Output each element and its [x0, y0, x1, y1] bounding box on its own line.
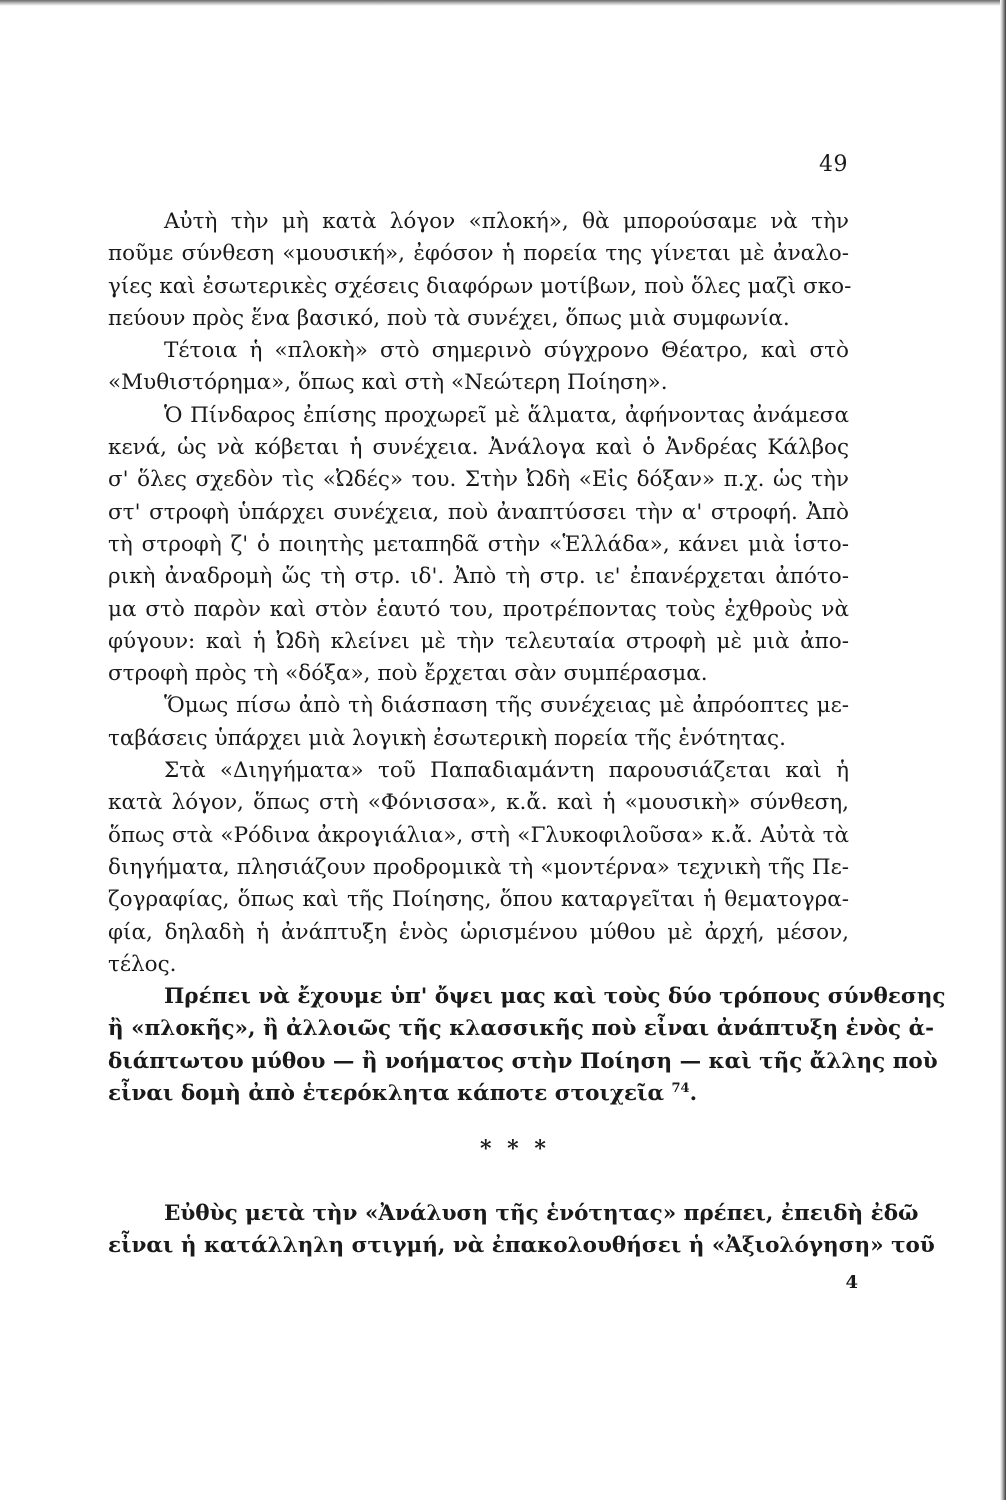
text-line: πεύουν πρὸς ἕνα βασικό, ποὺ τὰ συνέχει, ὅπως μιὰ συμφωνία. [108, 305, 790, 331]
text-line: Ὅμως πίσω ἀπὸ τὴ διάσπαση τῆς συνέχειας μὲ ἀπρόοπτες με- [164, 693, 849, 719]
text-line: ταβάσεις ὑπάρχει μιὰ λογικὴ ἐσωτερικὴ πορεία τῆς ἑνότητας. [108, 725, 786, 751]
text-line: τέλος. [108, 951, 177, 977]
text-line: Τέτοια ἡ «πλοκὴ» στὸ σημερινὸ σύγχρονο Θέατρο, καὶ στὸ [164, 338, 849, 364]
text-line: Στὰ «Διηγήματα» τοῦ Παπαδιαμάντη παρουσιάζεται καὶ ἡ [164, 758, 849, 784]
text-line: μα στὸ παρὸν καὶ στὸν ἑαυτό του, προτρέποντας τοὺς ἐχθροὺς νὰ [108, 596, 849, 622]
page-right-edge [1000, 0, 1006, 1500]
text-line: φία, δηλαδὴ ἡ ἀνάπτυξη ἑνὸς ὡρισμένου μύθου μὲ ἀρχή, μέσον, [108, 919, 849, 945]
text-line: διάπτωτου μύθου — ἢ νοήματος στὴν Ποίηση — καὶ τῆς ἄλλης ποὺ [108, 1048, 938, 1074]
text-line: ἢ «πλοκῆς», ἢ ἀλλοιῶς τῆς κλασσικῆς ποὺ εἶναι ἀνάπτυξη ἑνὸς ἀ- [108, 1016, 935, 1042]
text-line: εἶναι ἡ κατάλληλη στιγμή, νὰ ἐπακολουθήσει ἡ «Ἀξιολόγηση» τοῦ [108, 1233, 935, 1259]
text-line: ὅπως στὰ «Ρόδινα ἀκρογιάλια», στὴ «Γλυκοφιλοῦσα» κ.ἄ. Αὐτὰ τὰ [108, 822, 849, 848]
text-line: κενά, ὡς νὰ κόβεται ἡ συνέχεια. Ἀνάλογα καὶ ὁ Ἀνδρέας Κάλβος [108, 435, 849, 461]
text-line: στροφὴ πρὸς τὴ «δόξα», ποὺ ἔρχεται σὰν συμπέρασμα. [108, 661, 708, 687]
text-line: σ' ὅλες σχεδὸν τὶς «Ὠδές» του. Στὴν Ὠδὴ «Εἰς δόξαν» π.χ. ὡς τὴν [108, 467, 849, 493]
closing-text [108, 1198, 935, 1263]
footnote-reference: 74 [671, 1080, 690, 1096]
text-line: ρικὴ ἀναδρομὴ ὥς τὴ στρ. ιδ'. Ἀπὸ τὴ στρ. ιε' ἐπανέρχεται ἀπότο- [108, 564, 849, 590]
text-line: διηγήματα, πλησιάζουν προδρομικὰ τὴ «μοντέρνα» τεχνικὴ τῆς Πε- [108, 854, 849, 880]
text-line: τὴ στροφὴ ζ' ὁ ποιητὴς μεταπηδᾶ στὴν «Ἑλλάδα», κάνει μιὰ ἱστο- [108, 531, 849, 557]
text-line: Αὐτὴ τὴν μὴ κατὰ λόγον «πλοκή», θὰ μπορούσαμε νὰ τὴν [164, 209, 849, 234]
signature-mark: 4 [845, 1272, 858, 1293]
text-line: στ' στροφὴ ὑπάρχει συνέχεια, ποὺ ἀναπτύσσει τὴν α' στροφή. Ἀπὸ [108, 499, 849, 525]
text-line: «Μυθιστόρημα», ὅπως καὶ στὴ «Νεώτερη Ποίηση». [108, 370, 668, 396]
text-line: γίες καὶ ἐσωτερικὲς σχέσεις διαφόρων μοτίβων, ποὺ ὅλες μαζὶ σκο- [108, 273, 852, 299]
text-line: φύγουν: καὶ ἡ Ὠδὴ κλείνει μὲ τὴν τελευταία στροφὴ μὲ μιὰ ἀπο- [108, 628, 849, 654]
text-line: ποῦμε σύνθεση «μουσική», ἐφόσον ἡ πορεία της γίνεται μὲ ἀναλο- [108, 241, 849, 267]
text-line: εἶναι δομὴ ἀπὸ ἑτερόκλητα κάποτε στοιχεῖα [108, 1081, 665, 1107]
main-text [108, 206, 946, 1110]
text-line: Εὐθὺς μετὰ τὴν «Ἀνάλυση τῆς ἑνότητας» πρέπει, ἐπειδὴ ἐδῶ [164, 1201, 919, 1226]
page-top-edge [0, 0, 1006, 6]
text-line: κατὰ λόγον, ὅπως στὴ «Φόνισσα», κ.ἄ. καὶ ἡ «μουσικὴ» σύνθεση, [108, 790, 849, 816]
section-separator: * * * [480, 1136, 550, 1162]
text-line-with-footnote: εἶναι δομὴ ἀπὸ ἑτερόκλητα κάποτε στοιχεῖα $^{74}$. [108, 1080, 698, 1107]
page-number: 49 [819, 152, 848, 177]
text-line: Πρέπει νὰ ἔχουμε ὑπ' ὄψει μας καὶ τοὺς δύο τρόπους σύνθεσης [164, 984, 946, 1010]
text-line: Ὁ Πίνδαρος ἐπίσης προχωρεῖ μὲ ἅλματα, ἀφήνοντας ἀνάμεσα [164, 402, 849, 428]
text-line: ζογραφίας, ὅπως καὶ τῆς Ποίησης, ὅπου καταργεῖται ἡ θεματογρα- [108, 887, 849, 913]
